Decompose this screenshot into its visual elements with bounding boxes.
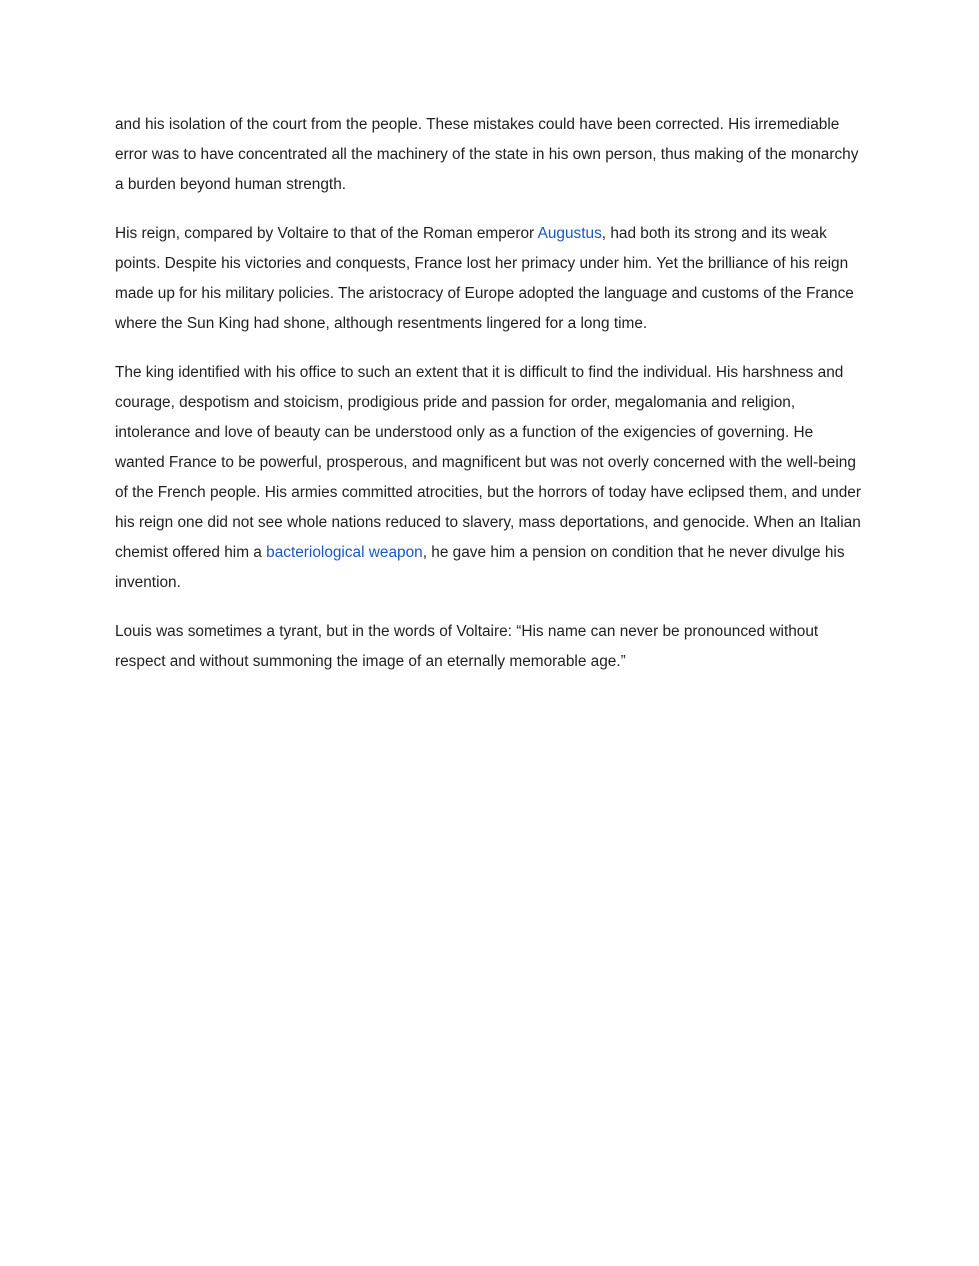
paragraph-text: , had both its strong and its weak points. Despite his victories and conquests, France lost her primacy under him. Yet the brilliance of his reign made up for his military policies. The aristocracy of Europe adopted the language and customs of the France where the Sun King had shone, although resentments lingered for a long time. [115, 225, 854, 332]
paragraph-text: and his isolation of the court from the people. These mistakes could have been corrected. His irremediable error was to have concentrated all the machinery of the state in his own person, thus making of the monarchy a burden beyond human strength. [115, 116, 859, 193]
paragraph-text: , he gave him a pension on condition that he never divulge his invention. [115, 544, 845, 591]
article-body [115, 110, 865, 696]
paragraph-text: His reign, compared by Voltaire to that of the Roman emperor [115, 225, 538, 242]
bacteriological-weapon-link[interactable]: bacteriological weapon [266, 544, 423, 561]
paragraph-reign-compared [115, 219, 865, 339]
paragraph-voltaire-quote [115, 617, 865, 677]
paragraph-text: Louis was sometimes a tyrant, but in the words of Voltaire: “His name can never be pronounced without respect and without summoning the image of an eternally memorable age.” [115, 623, 819, 670]
paragraph-king-identified [115, 358, 865, 598]
augustus-link[interactable]: Augustus [537, 225, 602, 242]
paragraph-isolation-of-court [115, 110, 865, 200]
paragraph-text: The king identified with his office to such an extent that it is difficult to find the individual. His harshness and courage, despotism and stoicism, prodigious pride and passion for order, megalomania and religion, intolerance and love of beauty can be understood only as a function of the exigencies of governing. He wanted France to be powerful, prosperous, and magnificent but was not overly concerned with the well-being of the French people. His armies committed atrocities, but the horrors of today have eclipsed them, and under his reign one did not see whole nations reduced to slavery, mass deportations, and genocide. When an Italian chemist offered him a [115, 364, 861, 561]
